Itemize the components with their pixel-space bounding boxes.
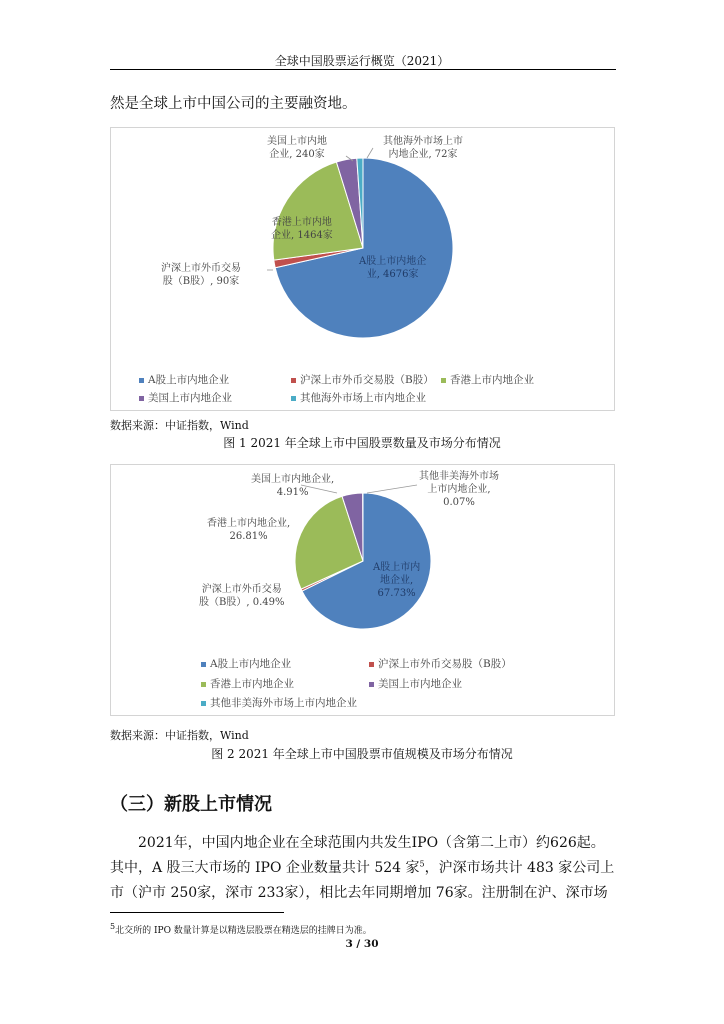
chart-2-legend-us: 美国上市内地企业 [369, 676, 462, 691]
chart-2-legend-hk: 香港上市内地企业 [201, 676, 294, 691]
chart-1-label-other: 其他海外市场上市 内地企业, 72家 [383, 136, 463, 160]
chart-1-caption: 图 1 2021 年全球上市中国股票数量及市场分布情况 [223, 436, 501, 450]
chart-2-label-b-share: 沪深上市外币交易 股（B股）, 0.49% [199, 584, 285, 608]
running-header: 全球中国股票运行概览（2021） [274, 54, 450, 68]
page-number: 3 / 30 [345, 938, 379, 950]
intro-line: 然是全球上市中国公司的主要融资地。 [110, 96, 357, 112]
chart-2-legend-a-share: A股上市内地企业 [201, 656, 291, 671]
chart-1-legend-hk: 香港上市内地企业 [441, 372, 534, 387]
chart-2-caption: 图 2 2021 年全球上市中国股票市值规模及市场分布情况 [211, 747, 513, 761]
chart-1-source: 数据来源：中证指数，Wind [110, 419, 249, 432]
chart-1-label-hk: 香港上市内地 企业, 1464家 [271, 217, 333, 241]
chart-2-label-us: 美国上市内地企业, 4.91% [251, 474, 335, 498]
chart-1-legend-us: 美国上市内地企业 [139, 390, 232, 405]
body-line-3: 市（沪市 250家，深市 233家），相比去年同期增加 76家。注册制在沪、深市场 [110, 885, 608, 901]
chart-2-label-hk: 香港上市内地企业, 26.81% [207, 518, 291, 542]
chart-1-legend-a-share: A股上市内地企业 [139, 372, 229, 387]
chart-2-label-a-share: A股上市内 地企业, 67.73% [373, 562, 421, 599]
chart-1-frame [110, 127, 615, 411]
chart-1-legend-b-share: 沪深上市外币交易股（B股） [291, 372, 434, 387]
chart-2-label-other: 其他非美海外市场 上市内地企业, 0.07% [419, 471, 499, 508]
chart-2-frame [110, 464, 615, 716]
header-rule [110, 69, 616, 70]
chart-2-source: 数据来源：中证指数，Wind [110, 729, 249, 742]
chart-2-legend-b-share: 沪深上市外币交易股（B股） [369, 656, 512, 671]
section-title: （三）新股上市情况 [110, 794, 272, 815]
chart-2-pie [111, 465, 614, 715]
leader-line-1 [367, 485, 417, 493]
chart-1-label-a-share: A股上市内地企 业, 4676家 [359, 256, 427, 280]
footnote: $^5$北交所的 IPO 数量计算是以精选层股票在精选层的挂牌日为准。 [110, 922, 372, 936]
footnote-ref: 5 [419, 859, 425, 869]
body-line-1: 2021年，中国内地企业在全球范围内共发生IPO（含第二上市）约626起。 [138, 835, 605, 851]
leader-line-1 [367, 148, 373, 158]
footnote-rule [110, 912, 284, 913]
body-line-2: 其中，A 股三大市场的 IPO 企业数量共计 524 家$^5$，沪深市场共计 483 家公司上 [110, 859, 615, 876]
chart-1-label-b-share: 沪深上市外币交易 股（B股）, 90家 [161, 263, 241, 287]
chart-1-legend-other: 其他海外市场上市内地企业 [291, 390, 426, 405]
chart-1-label-us: 美国上市内地 企业, 240家 [267, 136, 327, 160]
chart-2-legend-other: 其他非美海外市场上市内地企业 [201, 695, 357, 710]
